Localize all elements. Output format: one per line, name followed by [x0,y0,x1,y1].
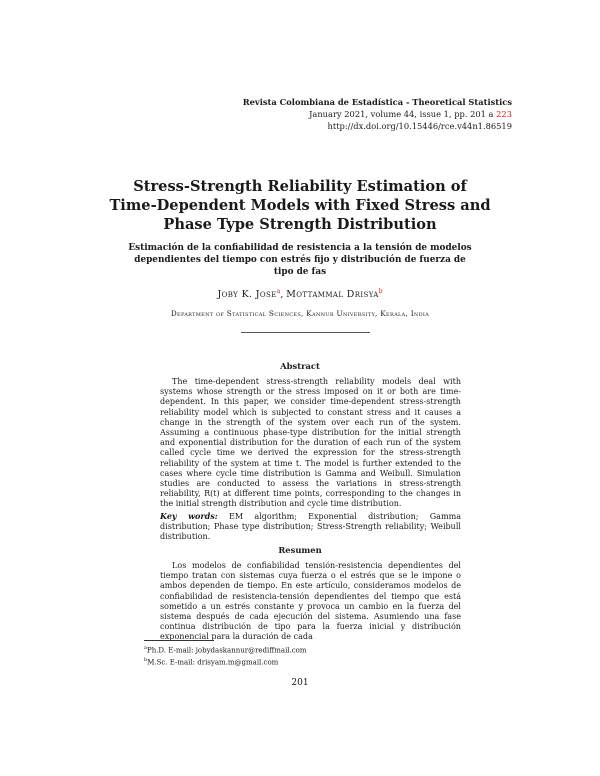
subtitle-line: tipo de fas [273,267,327,277]
journal-header [243,96,512,132]
journal-issue [243,108,512,120]
keywords-text: EM algorithm; Exponential distribution; Gamma distribution; Phase type distribution; Stress-Strength reliability; Weibull distribution. [160,512,462,542]
footnote-text: Ph.D. E-mail: jobydaskannur@rediffmail.com [146,646,307,655]
keywords [160,511,461,543]
journal-issue-text: January 2021, volume 44, issue 1, pp. 201 a [309,109,497,119]
author-list [100,288,500,300]
footnote [144,655,307,667]
affiliation: Department of Statistical Sciences, Kannur University, Kerala, India [170,309,430,318]
footnotes [144,643,307,668]
resumen-heading: Resumen [278,545,322,555]
footnote-text: M.Sc. E-mail: drisyam.m@gmail.com [147,658,279,667]
abstract-text: The time-dependent stress-strength reliability models deal with systems whose strength or the stress imposed on it or both are time-dependent. In this paper, we consider time-dependent stress-strength reliability model which is subjected to constant stress and it causes a change in the strength of the system over each run of the system. Assuming a continuous phase-type distribution for the initial strength and exponential distribution for the duration of each run of the system called cycle time we derived the expression for the stress-strength reliability of the system at time t. The model is further extended to the cases where cycle time distribution is Gamma and Weibull. Simulation studies are conducted to assess the variations in stress-strength reliability, R(t) at different time points, corresponding to the changes in the initial strength distribution and cycle time distribution. [160,377,461,509]
subtitle-line: dependientes del tiempo con estrés fijo y distribución de fuerza de [134,255,466,265]
footnote-mark: b [144,657,148,664]
paper-title [100,177,500,234]
journal-end-page-link[interactable]: 223 [496,109,512,119]
author-name: Joby K. Jose [217,289,277,301]
paper-subtitle [118,242,482,278]
author-separator: , [280,289,287,301]
subtitle-line: Estimación de la confiabilidad de resistencia a la tensión de modelos [128,243,472,253]
abstract-heading: Abstract [280,361,320,371]
footnote-rule [144,640,214,641]
author-footnote-mark[interactable]: a [276,288,281,295]
journal-name: Revista Colombiana de Estadística - Theoretical Statistics [242,97,512,107]
section-divider [241,332,370,333]
author-footnote-mark[interactable]: b [378,288,383,295]
footnote-mark: a [144,645,147,651]
footnote [144,643,307,655]
author-name: Mottammal Drisya [286,289,379,301]
title-line: Stress-Strength Reliability Estimation of [133,178,467,195]
journal-doi-link[interactable]: http://dx.doi.org/10.15446/rce.v44n1.86519 [327,121,512,131]
title-line: Time-Dependent Models with Fixed Stress and [109,197,491,214]
title-line: Phase Type Strength Distribution [163,216,437,233]
page-number: 201 [291,678,309,688]
keywords-label: Key words: [160,511,218,521]
resumen-text: Los modelos de confiabilidad tensión-resistencia dependientes del tiempo tratan con sistemas cuya fuerza o el estrés que se le impone o ambos dependen de tiempo. En este artículo, consideramos modelos de confiabilidad de resistencia-tensión dependientes del tiempo que está sometido a un estrés constante y provoca un cambio en la fuerza del sistema después de cada ejecución del sistema. Asumiendo una fase continua distribución de tipo para la fuerza inicial y distribución exponencial para la duración de cada [160,561,461,642]
